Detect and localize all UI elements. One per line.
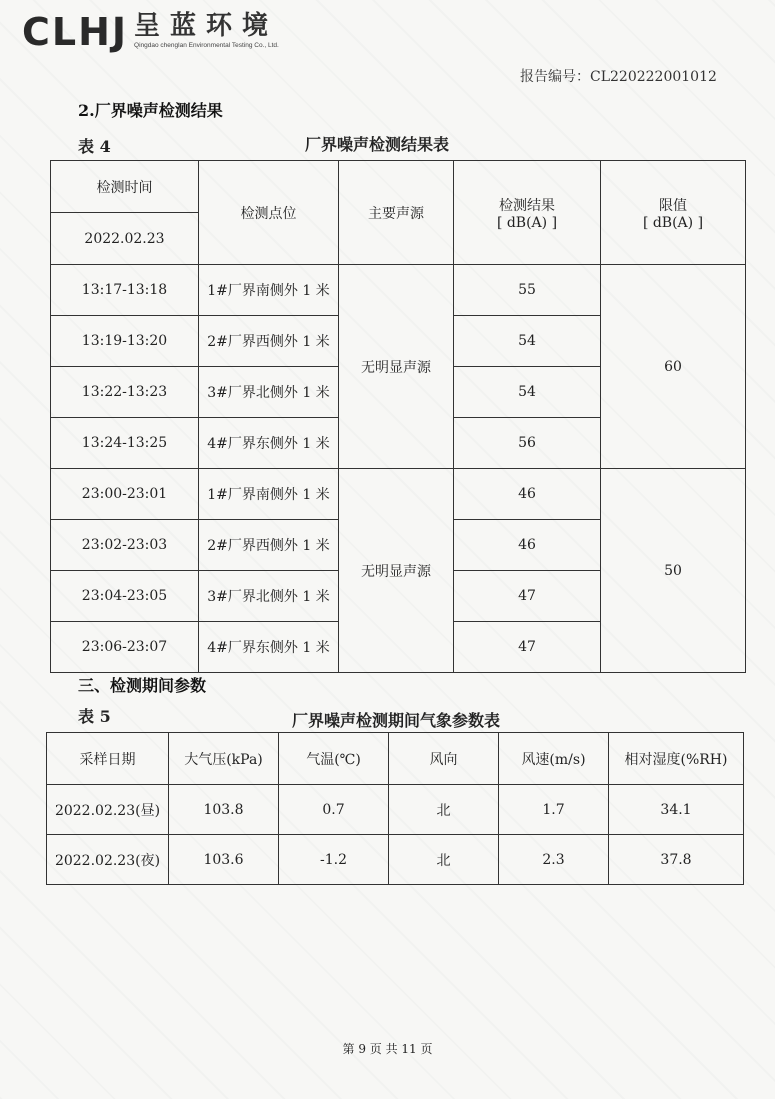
table-cell: -1.2 [279, 835, 389, 885]
table-cell: 北 [389, 835, 499, 885]
table-cell: 103.8 [169, 785, 279, 835]
cell-time: 13:22-13:23 [51, 367, 199, 418]
header-result [454, 161, 601, 265]
table4-title: 厂界噪声检测结果表 [305, 135, 450, 154]
table-row [51, 265, 746, 316]
cell-time: 13:24-13:25 [51, 418, 199, 469]
table-cell: 37.8 [609, 835, 744, 885]
logo-english-name: Qingdao chenglan Environmental Testing Co., Ltd. [134, 42, 279, 49]
table-row [47, 835, 744, 885]
cell-point: 2#厂界西侧外 1 米 [199, 316, 339, 367]
header-limit-label: 限值 [659, 197, 687, 214]
cell-point: 1#厂界南侧外 1 米 [199, 265, 339, 316]
table-cell: 2.3 [499, 835, 609, 885]
cell-point: 4#厂界东侧外 1 米 [199, 418, 339, 469]
cell-time: 23:02-23:03 [51, 520, 199, 571]
header-limit [601, 161, 746, 265]
table-row [47, 785, 744, 835]
cell-source: 无明显声源 [339, 469, 454, 673]
section-heading-noise: 2.厂界噪声检测结果 [78, 101, 223, 120]
header-date: 2022.02.23 [51, 213, 199, 265]
cell-point: 3#厂界北侧外 1 米 [199, 571, 339, 622]
column-header: 采样日期 [47, 733, 169, 785]
table-cell: 0.7 [279, 785, 389, 835]
cell-time: 23:00-23:01 [51, 469, 199, 520]
noise-results-table [50, 160, 746, 673]
cell-result: 46 [454, 469, 601, 520]
column-header: 大气压(kPa) [169, 733, 279, 785]
header-result-unit: [ dB(A) ] [496, 214, 558, 231]
table-header-row [47, 733, 744, 785]
cell-point: 1#厂界南侧外 1 米 [199, 469, 339, 520]
header-source: 主要声源 [339, 161, 454, 265]
column-header: 风向 [389, 733, 499, 785]
company-logo [22, 10, 279, 54]
cell-time: 23:04-23:05 [51, 571, 199, 622]
cell-result: 56 [454, 418, 601, 469]
table5-label: 表 5 [78, 707, 111, 726]
logo-chinese-name: 呈蓝环境 [134, 11, 279, 41]
header-point: 检测点位 [199, 161, 339, 265]
table-cell: 2022.02.23(昼) [47, 785, 169, 835]
cell-result: 46 [454, 520, 601, 571]
cell-point: 2#厂界西侧外 1 米 [199, 520, 339, 571]
header-time: 检测时间 [51, 161, 199, 213]
logo-mark: CLHJ [22, 10, 129, 54]
table-cell: 34.1 [609, 785, 744, 835]
page-number: 第 9 页 共 11 页 [342, 1042, 433, 1056]
table-row [51, 469, 746, 520]
cell-source: 无明显声源 [339, 265, 454, 469]
cell-point: 4#厂界东侧外 1 米 [199, 622, 339, 673]
weather-params-table [46, 732, 744, 885]
table5-title: 厂界噪声检测期间气象参数表 [292, 711, 501, 730]
column-header: 相对湿度(%RH) [609, 733, 744, 785]
cell-result: 47 [454, 571, 601, 622]
report-number: 报告编号：CL220222001012 [520, 69, 717, 85]
cell-result: 47 [454, 622, 601, 673]
cell-time: 13:17-13:18 [51, 265, 199, 316]
header-result-label: 检测结果 [499, 197, 555, 214]
table4-label: 表 4 [78, 137, 111, 156]
section-heading-params: 三、检测期间参数 [78, 676, 207, 695]
cell-point: 3#厂界北侧外 1 米 [199, 367, 339, 418]
table-cell: 2022.02.23(夜) [47, 835, 169, 885]
cell-result: 54 [454, 316, 601, 367]
table-cell: 103.6 [169, 835, 279, 885]
table-cell: 北 [389, 785, 499, 835]
cell-limit: 50 [601, 469, 746, 673]
cell-time: 23:06-23:07 [51, 622, 199, 673]
cell-result: 55 [454, 265, 601, 316]
cell-time: 13:19-13:20 [51, 316, 199, 367]
header-limit-unit: [ dB(A) ] [642, 214, 704, 231]
cell-limit: 60 [601, 265, 746, 469]
cell-result: 54 [454, 367, 601, 418]
table-cell: 1.7 [499, 785, 609, 835]
column-header: 气温(℃) [279, 733, 389, 785]
column-header: 风速(m/s) [499, 733, 609, 785]
